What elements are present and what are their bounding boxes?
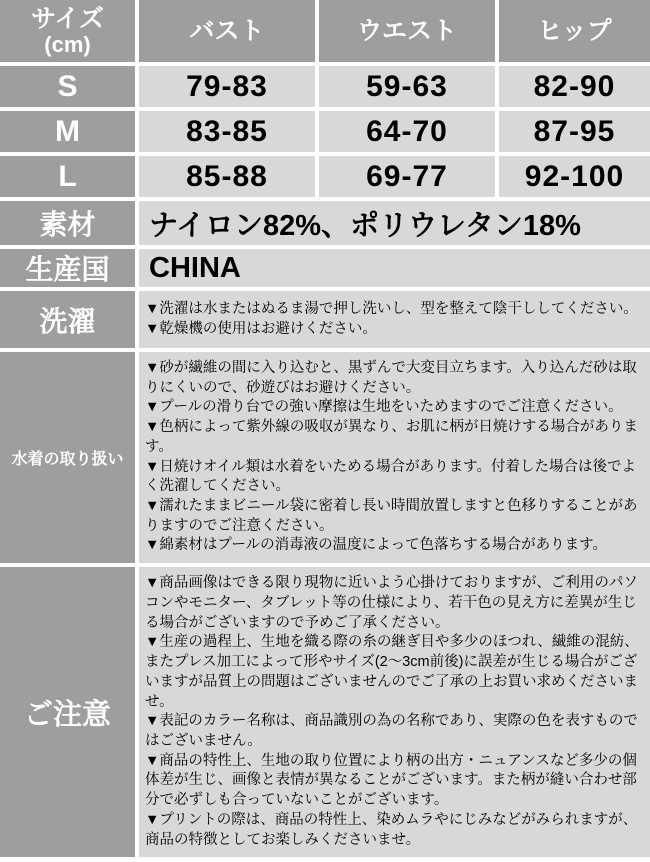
hip-value-l: 92-100 (499, 156, 650, 197)
size-row-s (0, 66, 650, 107)
caution-note: ▼商品の特性上、生地の取り位置により柄の出方・ニュアンスなど多少の個体差が生じ、画像と表情が異なることがございます。また柄が縫い合わせ部分で必ずしも合っていないことがございます。 (145, 752, 637, 809)
hip-value-m: 87-95 (499, 111, 650, 152)
handling-notes (139, 352, 650, 563)
waist-value-l: 69-77 (319, 156, 495, 197)
handling-note: ▼日焼けオイル類は水着をいためる場合があります。付着した場合は後でよく洗濯してください。 (145, 458, 636, 495)
size-row-l (0, 156, 650, 197)
caution-row (0, 567, 650, 857)
country-value: CHINA (139, 249, 650, 287)
country-label: 生産国 (0, 249, 135, 287)
column-header-hip: ヒップ (499, 0, 650, 62)
caution-note: ▼商品画像はできる限り現物に近いよう心掛けておりますが、ご利用のパソコンやモニター、タブレット等の仕様により、若干色の見え方に差異が生じる場合がございますので予めご了承ください。 (145, 575, 638, 631)
washing-label: 洗濯 (0, 291, 135, 348)
washing-note: ▼乾燥機の使用はお避けください。 (145, 320, 377, 337)
caution-note: ▼生産の過程上、生地を織る際の糸の継ぎ目や多少のほつれ、繊維の混紡、またプレス加工によって形やサイズ(2〜3cm前後)に誤差が生じる場合がございますが品質上の問題はございませんのでご了承の上お買い求めくださいませ。 (145, 634, 639, 710)
handling-note: ▼砂が繊維の間に入り込むと、黒ずんで大変目立ちます。入り込んだ砂は取りにくいので、砂遊びはお避けください。 (145, 360, 637, 396)
country-row (0, 249, 650, 287)
column-header-bust: バスト (139, 0, 315, 62)
size-row-m (0, 111, 650, 152)
waist-value-s: 59-63 (319, 66, 495, 107)
bust-value-m: 83-85 (139, 111, 315, 152)
caution-note: ▼表記のカラー名称は、商品識別の為の名称であり、実際の色を表すものではございません。 (145, 713, 638, 749)
size-header-unit: (cm) (44, 31, 91, 57)
caution-note: ▼プリントの際は、商品の特性上、染めムラやにじみなどがみられますが、商品の特徴としてお楽しみくださいませ。 (145, 811, 638, 848)
washing-notes (139, 291, 650, 348)
material-value: ナイロン82%、ポリウレタン18% (139, 201, 650, 245)
size-label-l: L (0, 156, 135, 197)
washing-row (0, 291, 650, 348)
washing-note: ▼洗濯は水またはぬるま湯で押し洗いし、型を整えて陰干ししてください。 (145, 300, 638, 317)
handling-row (0, 352, 650, 563)
handling-note: ▼色柄によって紫外線の吸収が異なり、お肌に柄が日焼けする場合があります。 (145, 419, 638, 455)
bust-value-s: 79-83 (139, 66, 315, 107)
handling-label: 水着の取り扱い (0, 352, 135, 563)
material-label: 素材 (0, 201, 135, 245)
size-label-s: S (0, 66, 135, 107)
size-label-m: M (0, 111, 135, 152)
caution-label: ご注意 (0, 567, 135, 857)
column-header-waist: ウエスト (319, 0, 495, 62)
size-header-cell (0, 0, 135, 62)
hip-value-s: 82-90 (499, 66, 650, 107)
size-header-title: サイズ (30, 4, 104, 33)
handling-note: ▼濡れたままビニール袋に密着し長い時間放置しますと色移りすることがありますのでご注意ください。 (145, 498, 638, 534)
size-table-header-row (0, 0, 650, 62)
caution-notes (139, 567, 650, 857)
handling-note: ▼プールの滑り台での強い摩擦は生地をいためますのでご注意ください。 (145, 399, 623, 416)
material-row (0, 201, 650, 245)
waist-value-m: 64-70 (319, 111, 495, 152)
bust-value-l: 85-88 (139, 156, 315, 197)
handling-note: ▼綿素材はプールの消毒液の温度によって色落ちする場合があります。 (145, 537, 607, 554)
